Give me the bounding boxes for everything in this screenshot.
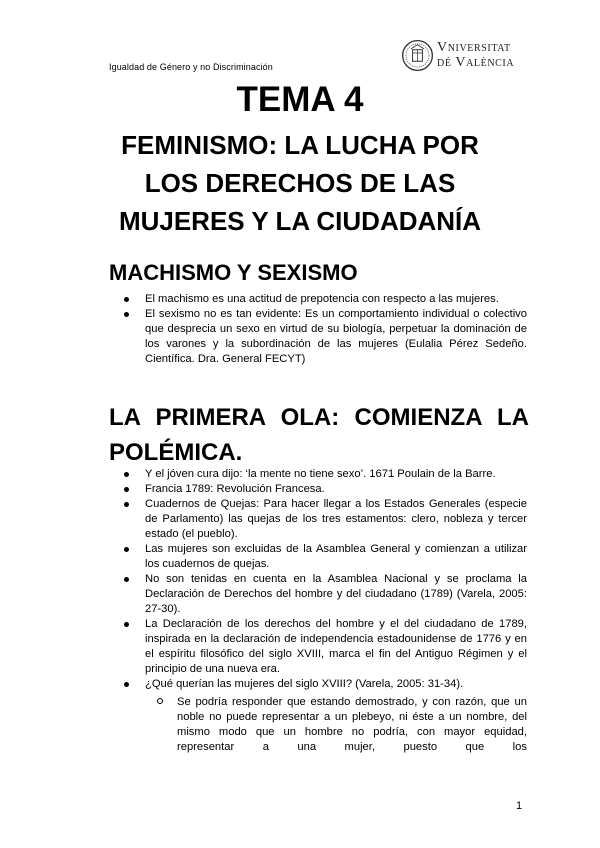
bullet-dot-icon [124,682,129,687]
bullet-dot-icon [124,472,129,477]
title-line-1: FEMINISMO: LA LUCHA POR [121,130,479,160]
sub-bullet-list [145,695,527,755]
list-item: Y el jóven cura dijo: ‘la mente no tiene sexo’. 1671 Poulain de la Barre. [145,467,527,482]
bullet-dot-icon [124,622,129,627]
list-item: ¿Qué querían las mujeres del siglo XVIII? (Varela, 2005: 31-34). Se podría responder que estando demostrado, y con razón, que un noble no puede representar a un plebeyo, ni éste a un nombre, del mismo modo que un hombre no podría, con mayor equidad, representar a una mujer, puesto que los [145,677,527,755]
list-item: El sexismo no es tan evidente: Es un comportamiento individual o colectivo que desprecia un sexo en virtud de su biología, perpetuar la dominación de los varones y la subordinación de las mujeres (Eulalia Pérez Sedeño. Científica. Dra. General FECYT) [145,307,527,367]
list-item: Cuadernos de Quejas: Para hacer llegar a los Estados Generales (especie de Parlamento) las quejas de los tres estamentos: clero, nobleza y tercer estado (el pueblo). [145,497,527,542]
title-line-2: LOS DERECHOS DE LAS [144,168,456,198]
bullet-dot-icon [124,487,129,492]
logo-line-2: dé València [437,55,515,70]
logo-line-1: Vniversitat [437,40,511,55]
page-number: 1 [516,800,523,812]
university-logo [401,38,526,72]
list-item: El machismo es una actitud de prepotencia con respecto a las mujeres. [145,292,527,307]
bullet-dot-icon [124,577,129,582]
list-item: La Declaración de los derechos del hombre y el del ciudadano de 1789, inspirada en la declaración de independencia estadounidense de 1776 y en el espíritu filosófico del siglo XVIII, marca el fin del Antiguo Régimen y el principio de una nueva era. [145,617,527,677]
section-heading-primera-ola [109,400,529,470]
list-item: No son tenidas en cuenta en la Asamblea Nacional y se proclama la Declaración de Derechos del hombre y del ciudadano (1789) (Varela, 2005: 27-30). [145,572,527,617]
section-heading-machismo: MACHISMO Y SEXISMO [109,260,358,285]
bullet-circle-icon [157,698,163,704]
bullet-dot-icon [124,312,129,317]
heading-line-1: LA PRIMERA OLA: COMIENZA LA [109,404,529,431]
section-1-bullet-list [145,292,527,367]
university-seal-icon [401,39,434,72]
section-2-bullet-list [145,467,527,755]
bullet-dot-icon [124,547,129,552]
sub-list-item: Se podría responder que estando demostrado, y con razón, que un noble no puede representar a un plebeyo, ni éste a un nombre, del mismo modo que un hombre no podría, con mayor equidad, representar a una mujer, puesto que los [177,695,527,755]
title-line-3: MUJERES Y LA CIUDADANÍA [118,206,482,236]
bullet-dot-icon [124,297,129,302]
document-title [60,126,540,240]
header-course-label: Igualdad de Género y no Discriminación [109,62,273,72]
heading-line-2: POLÉMICA. [109,439,243,466]
list-item: Las mujeres son excluidas de la Asamblea General y comienzan a utilizar los cuadernos de quejas. [145,542,527,572]
bullet-dot-icon [124,502,129,507]
tema-number: TEMA 4 [236,80,364,119]
list-item: Francia 1789: Revolución Francesa. [145,482,527,497]
